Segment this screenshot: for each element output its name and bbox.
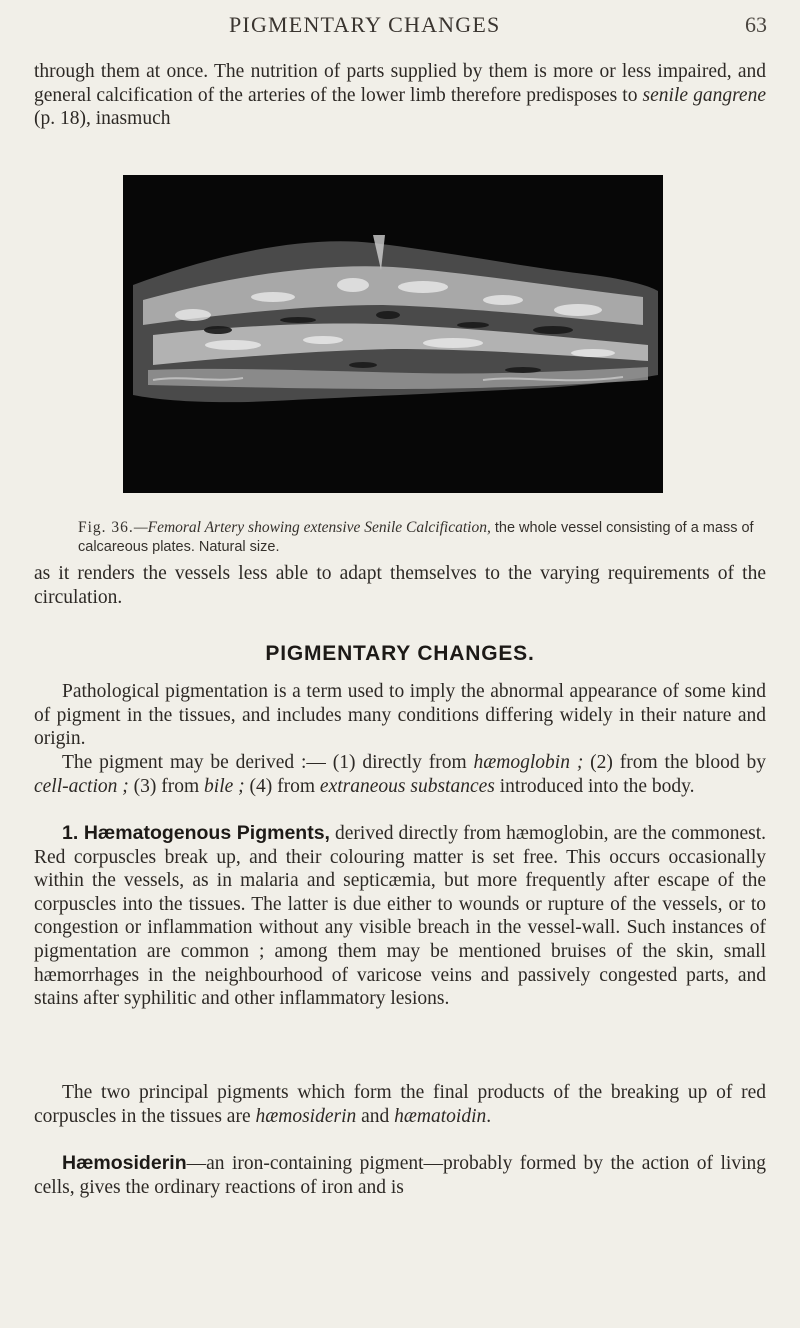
figure-title: —Femoral Artery showing extensive Senile Calcification, [133,519,491,536]
running-header [0,12,800,42]
figure-caption [78,518,778,557]
continuation-paragraph: as it renders the vessels less able to adapt themselves to the varying requirements of the circulation. [34,563,766,608]
section-heading: PIGMENTARY CHANGES. [265,642,535,665]
femoral-artery-figure [123,175,663,493]
top-paragraph: through them at once. The nutrition of parts supplied by them is more or less impaired, and general calcification of the arteries of the lower limb therefore predisposes to senile gangrene (p. 18), inasmuch [34,61,766,130]
figure-description: the whole vessel consisting of a mass of calcareous plates. Natural size. [78,520,754,555]
haematogenous-paragraph: 1. Hæmatogenous Pigments, derived directly from hæmoglobin, are the commonest. Red corpuscles break up, and their colouring matter is set free. This occurs occasionally within the vessels, as in malaria and septicæmia, but more frequently after escape of the corpuscles into the tissues. The latter is due either to wounds or rupture of the vessels, or to congestion or inflammation without any visible breach in the vessel-wall. Such instances of pigmentation are common ; among them may be mentioned bruises of the skin, small hæmorrhages in the neighbourhood of varicose veins and passively congested parts, and stains after syphilitic and other inflammatory lesions. [34,822,766,1010]
term-senile-gangrene: senile gangrene [642,84,766,106]
haemosiderin-heading: Hæmosiderin [62,1152,187,1174]
haemosiderin-paragraph: Hæmosiderin—an iron-containing pigment—probably formed by the action of living cells, gives the ordinary reactions of iron and is [34,1152,766,1198]
figure-label: Fig. 36. [78,519,134,536]
definition-paragraph: Pathological pigmentation is a term used to imply the abnormal appearance of some kind of pigment in the tissues, and includes many conditions differing widely in their nature and origin. [34,681,766,750]
page-number: 63 [745,12,767,37]
running-title: PIGMENTARY CHANGES [229,12,501,37]
final-products-paragraph: The two principal pigments which form the final products of the breaking up of red corpuscles in the tissues are hæmosiderin and hæmatoidin. [34,1082,766,1127]
artery-illustration [123,175,663,493]
sources-paragraph: The pigment may be derived :— (1) directly from hæmoglobin ; (2) from the blood by cell-action ; (3) from bile ; (4) from extraneous substances introduced into the body. [34,752,766,797]
haematogenous-heading: 1. Hæmatogenous Pigments, [62,822,330,844]
